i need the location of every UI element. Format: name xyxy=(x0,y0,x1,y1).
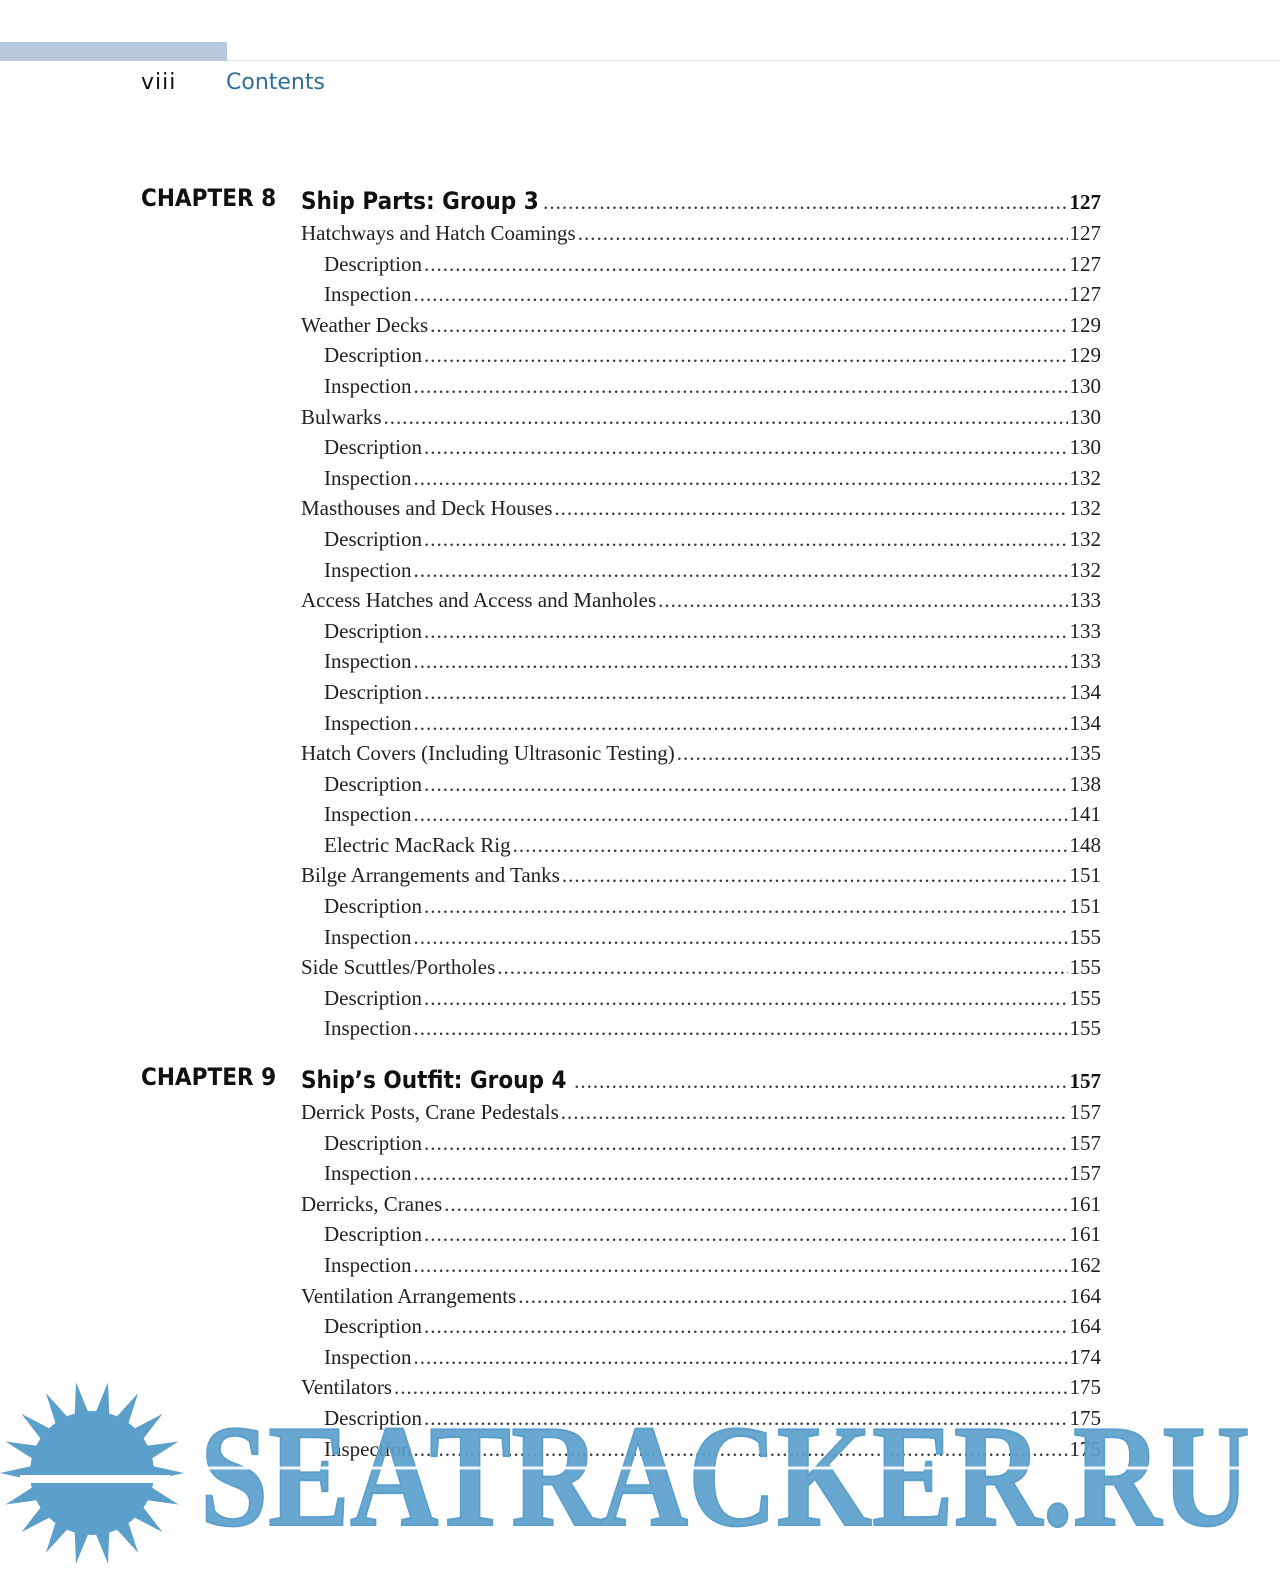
entry-label: Inspection xyxy=(324,465,412,490)
entry-label: Description xyxy=(324,1314,422,1339)
toc-entry[interactable] xyxy=(301,952,1101,983)
entry-label: Access Hatches and Access and Manholes xyxy=(301,588,657,613)
entry-page: 157 xyxy=(1069,1130,1101,1155)
entry-label: Inspection xyxy=(324,373,412,398)
entry-label: Weather Decks xyxy=(301,312,429,337)
entry-label: Inspection xyxy=(324,557,412,582)
entry-label: Description xyxy=(324,435,422,460)
entry-page: 132 xyxy=(1069,526,1101,551)
toc-entry[interactable] xyxy=(301,402,1101,433)
toc-subentry[interactable] xyxy=(301,1434,1101,1465)
chapter-page: 157 xyxy=(1069,1069,1101,1093)
entry-page: 134 xyxy=(1069,679,1101,704)
header-rule xyxy=(227,60,1280,61)
entry-page: 164 xyxy=(1069,1283,1101,1308)
entry-page: 174 xyxy=(1069,1344,1101,1369)
leader-dots xyxy=(424,983,1068,1014)
entry-page: 134 xyxy=(1069,710,1101,735)
toc-entry[interactable] xyxy=(301,1372,1101,1403)
leader-dots xyxy=(413,555,1067,586)
entry-page: 138 xyxy=(1069,771,1101,796)
entry-label: Inspection xyxy=(324,1161,412,1186)
entry-page: 161 xyxy=(1069,1222,1101,1247)
toc-entry[interactable] xyxy=(301,860,1101,891)
toc-subentry[interactable] xyxy=(301,1311,1101,1342)
entry-label: Bulwarks xyxy=(301,404,382,429)
entry-page: 157 xyxy=(1069,1161,1101,1186)
leader-dots xyxy=(413,799,1067,830)
entry-label: Description xyxy=(324,1222,422,1247)
entry-label: Description xyxy=(324,343,422,368)
entry-label: Inspection xyxy=(324,649,412,674)
entry-label: Bilge Arrangements and Tanks xyxy=(301,863,560,888)
toc-subentry[interactable] xyxy=(301,1250,1101,1281)
leader-dots xyxy=(424,1311,1068,1342)
entry-label: Description xyxy=(324,526,422,551)
toc-subentry[interactable] xyxy=(301,830,1101,861)
entry-page: 175 xyxy=(1069,1405,1101,1430)
leader-dots xyxy=(444,1189,1067,1220)
entry-page: 155 xyxy=(1069,924,1101,949)
leader-dots xyxy=(562,860,1068,891)
leader-dots xyxy=(424,1403,1068,1434)
entry-page: 130 xyxy=(1069,373,1101,398)
toc-subentry[interactable] xyxy=(301,769,1101,800)
toc-subentry[interactable] xyxy=(301,646,1101,677)
toc-subentry[interactable] xyxy=(301,799,1101,830)
entry-page: 133 xyxy=(1069,618,1101,643)
leader-dots xyxy=(513,830,1068,861)
chapter-title-entry[interactable] xyxy=(301,184,1101,218)
leader-dots xyxy=(424,769,1068,800)
leader-dots xyxy=(413,279,1067,310)
leader-dots xyxy=(413,1013,1067,1044)
toc-subentry[interactable] xyxy=(301,891,1101,922)
entry-label: Description xyxy=(324,251,422,276)
toc-subentry[interactable] xyxy=(301,340,1101,371)
leader-dots xyxy=(413,646,1067,677)
toc-subentry[interactable] xyxy=(301,279,1101,310)
entry-page: 130 xyxy=(1069,404,1101,429)
leader-dots xyxy=(394,1372,1068,1403)
entry-page: 161 xyxy=(1069,1191,1101,1216)
entry-page: 175 xyxy=(1069,1375,1101,1400)
toc-subentry[interactable] xyxy=(301,1158,1101,1189)
leader-dots xyxy=(413,922,1067,953)
entry-label: Ventilators xyxy=(301,1375,392,1400)
toc-list xyxy=(301,184,1101,1044)
leader-dots xyxy=(413,1250,1067,1281)
toc-entry[interactable] xyxy=(301,218,1101,249)
entry-page: 129 xyxy=(1069,312,1101,337)
leader-dots xyxy=(430,310,1067,341)
toc-subentry[interactable] xyxy=(301,249,1101,280)
leader-dots xyxy=(424,891,1068,922)
leader-dots xyxy=(413,708,1067,739)
entry-label: Description xyxy=(324,618,422,643)
toc-entry[interactable] xyxy=(301,310,1101,341)
entry-label: Inspection xyxy=(324,710,412,735)
entry-page: 133 xyxy=(1069,588,1101,613)
entry-page: 164 xyxy=(1069,1314,1101,1339)
toc-subentry[interactable] xyxy=(301,371,1101,402)
leader-dots xyxy=(413,1342,1067,1373)
toc-entry[interactable] xyxy=(301,493,1101,524)
entry-label: Description xyxy=(324,771,422,796)
chapter-page: 127 xyxy=(1069,190,1101,214)
leader-dots xyxy=(578,218,1068,249)
leader-dots xyxy=(424,1219,1068,1250)
entry-page: 148 xyxy=(1069,832,1101,857)
entry-label: Hatchways and Hatch Coamings xyxy=(301,221,576,245)
leader-dots xyxy=(413,1434,1067,1465)
header-accent-bar xyxy=(0,42,227,61)
leader-dots xyxy=(574,1064,1067,1097)
entry-page: 151 xyxy=(1069,894,1101,919)
toc-subentry[interactable] xyxy=(301,677,1101,708)
leader-dots xyxy=(413,463,1067,494)
sun-logo-icon xyxy=(0,1382,184,1563)
entry-label: Inspection xyxy=(324,1436,412,1461)
chapter-label: CHAPTER 8 xyxy=(141,184,277,212)
entry-label: Electric MacRack Rig xyxy=(324,832,511,857)
leader-dots xyxy=(413,371,1067,402)
leader-dots xyxy=(413,1158,1067,1189)
entry-label: Description xyxy=(324,894,422,919)
toc-subentry[interactable] xyxy=(301,983,1101,1014)
chapter-title-entry[interactable] xyxy=(301,1063,1101,1097)
leader-dots xyxy=(424,340,1068,371)
toc-list xyxy=(301,1063,1101,1464)
leader-dots xyxy=(658,585,1067,616)
toc-subentry[interactable] xyxy=(301,922,1101,953)
entry-label: Ventilation Arrangements xyxy=(301,1283,517,1308)
entry-label: Inspection xyxy=(324,1344,412,1369)
toc-subentry[interactable] xyxy=(301,1013,1101,1044)
entry-page: 129 xyxy=(1069,343,1101,368)
section-title: Contents xyxy=(226,70,325,95)
entry-label: Inspection xyxy=(324,1252,412,1277)
leader-dots xyxy=(424,524,1068,555)
toc-subentry[interactable] xyxy=(301,1219,1101,1250)
chapter-title: Ship Parts: Group 3 xyxy=(301,187,539,215)
entry-page: 151 xyxy=(1069,863,1101,888)
entry-label: Description xyxy=(324,1130,422,1155)
entry-page: 155 xyxy=(1069,1016,1101,1041)
toc-entry[interactable] xyxy=(301,1281,1101,1312)
leader-dots xyxy=(384,402,1068,433)
entry-label: Description xyxy=(324,679,422,704)
toc-subentry[interactable] xyxy=(301,1128,1101,1159)
entry-label: Description xyxy=(324,985,422,1010)
chapter-label: CHAPTER 9 xyxy=(141,1063,277,1091)
leader-dots xyxy=(424,249,1068,280)
chapter-title: Ship’s Outfit: Group 4 xyxy=(301,1066,567,1094)
entry-page: 157 xyxy=(1069,1100,1101,1124)
entry-label: Masthouses and Deck Houses xyxy=(301,496,553,521)
leader-dots xyxy=(554,493,1067,524)
entry-page: 127 xyxy=(1069,251,1101,276)
watermark-text: SEATRACKER.RU xyxy=(200,1395,1250,1557)
entry-page: 141 xyxy=(1069,802,1101,827)
entry-label: Inspection xyxy=(324,1016,412,1041)
entry-page: 132 xyxy=(1069,496,1101,521)
entry-label: Hatch Covers (Including Ultrasonic Testing) xyxy=(301,741,675,766)
entry-page: 155 xyxy=(1069,985,1101,1010)
toc-entry[interactable] xyxy=(301,1189,1101,1220)
toc-subentry[interactable] xyxy=(301,1342,1101,1373)
entry-list xyxy=(301,218,1101,1044)
toc-subentry[interactable] xyxy=(301,708,1101,739)
entry-label: Inspection xyxy=(324,924,412,949)
entry-page: 175 xyxy=(1069,1436,1101,1461)
leader-dots xyxy=(543,185,1067,218)
leader-dots xyxy=(518,1281,1067,1312)
entry-label: Inspection xyxy=(324,802,412,827)
entry-page: 132 xyxy=(1069,465,1101,490)
page-number: viii xyxy=(141,70,177,95)
toc-entry[interactable] xyxy=(301,738,1101,769)
entry-page: 127 xyxy=(1069,221,1101,245)
entry-label: Derrick Posts, Crane Pedestals xyxy=(301,1100,559,1124)
entry-label: Derricks, Cranes xyxy=(301,1191,443,1216)
leader-dots xyxy=(424,677,1068,708)
toc-subentry[interactable] xyxy=(301,1403,1101,1434)
leader-dots xyxy=(424,1128,1068,1159)
leader-dots xyxy=(497,952,1067,983)
toc-entry[interactable] xyxy=(301,585,1101,616)
entry-page: 127 xyxy=(1069,282,1101,307)
entry-page: 132 xyxy=(1069,557,1101,582)
leader-dots xyxy=(424,616,1068,647)
leader-dots xyxy=(561,1097,1068,1128)
leader-dots xyxy=(677,738,1068,769)
entry-page: 130 xyxy=(1069,435,1101,460)
entry-page: 162 xyxy=(1069,1252,1101,1277)
entry-page: 133 xyxy=(1069,649,1101,674)
leader-dots xyxy=(424,432,1068,463)
entry-page: 135 xyxy=(1069,741,1101,766)
entry-label: Description xyxy=(324,1405,422,1430)
toc-subentry[interactable] xyxy=(301,432,1101,463)
toc-subentry[interactable] xyxy=(301,524,1101,555)
entry-label: Side Scuttles/Portholes xyxy=(301,955,496,980)
entry-label: Inspection xyxy=(324,282,412,307)
entry-list xyxy=(301,1097,1101,1464)
toc-subentry[interactable] xyxy=(301,616,1101,647)
toc-subentry[interactable] xyxy=(301,555,1101,586)
entry-page: 155 xyxy=(1069,955,1101,980)
toc-entry[interactable] xyxy=(301,1097,1101,1128)
toc-subentry[interactable] xyxy=(301,463,1101,494)
